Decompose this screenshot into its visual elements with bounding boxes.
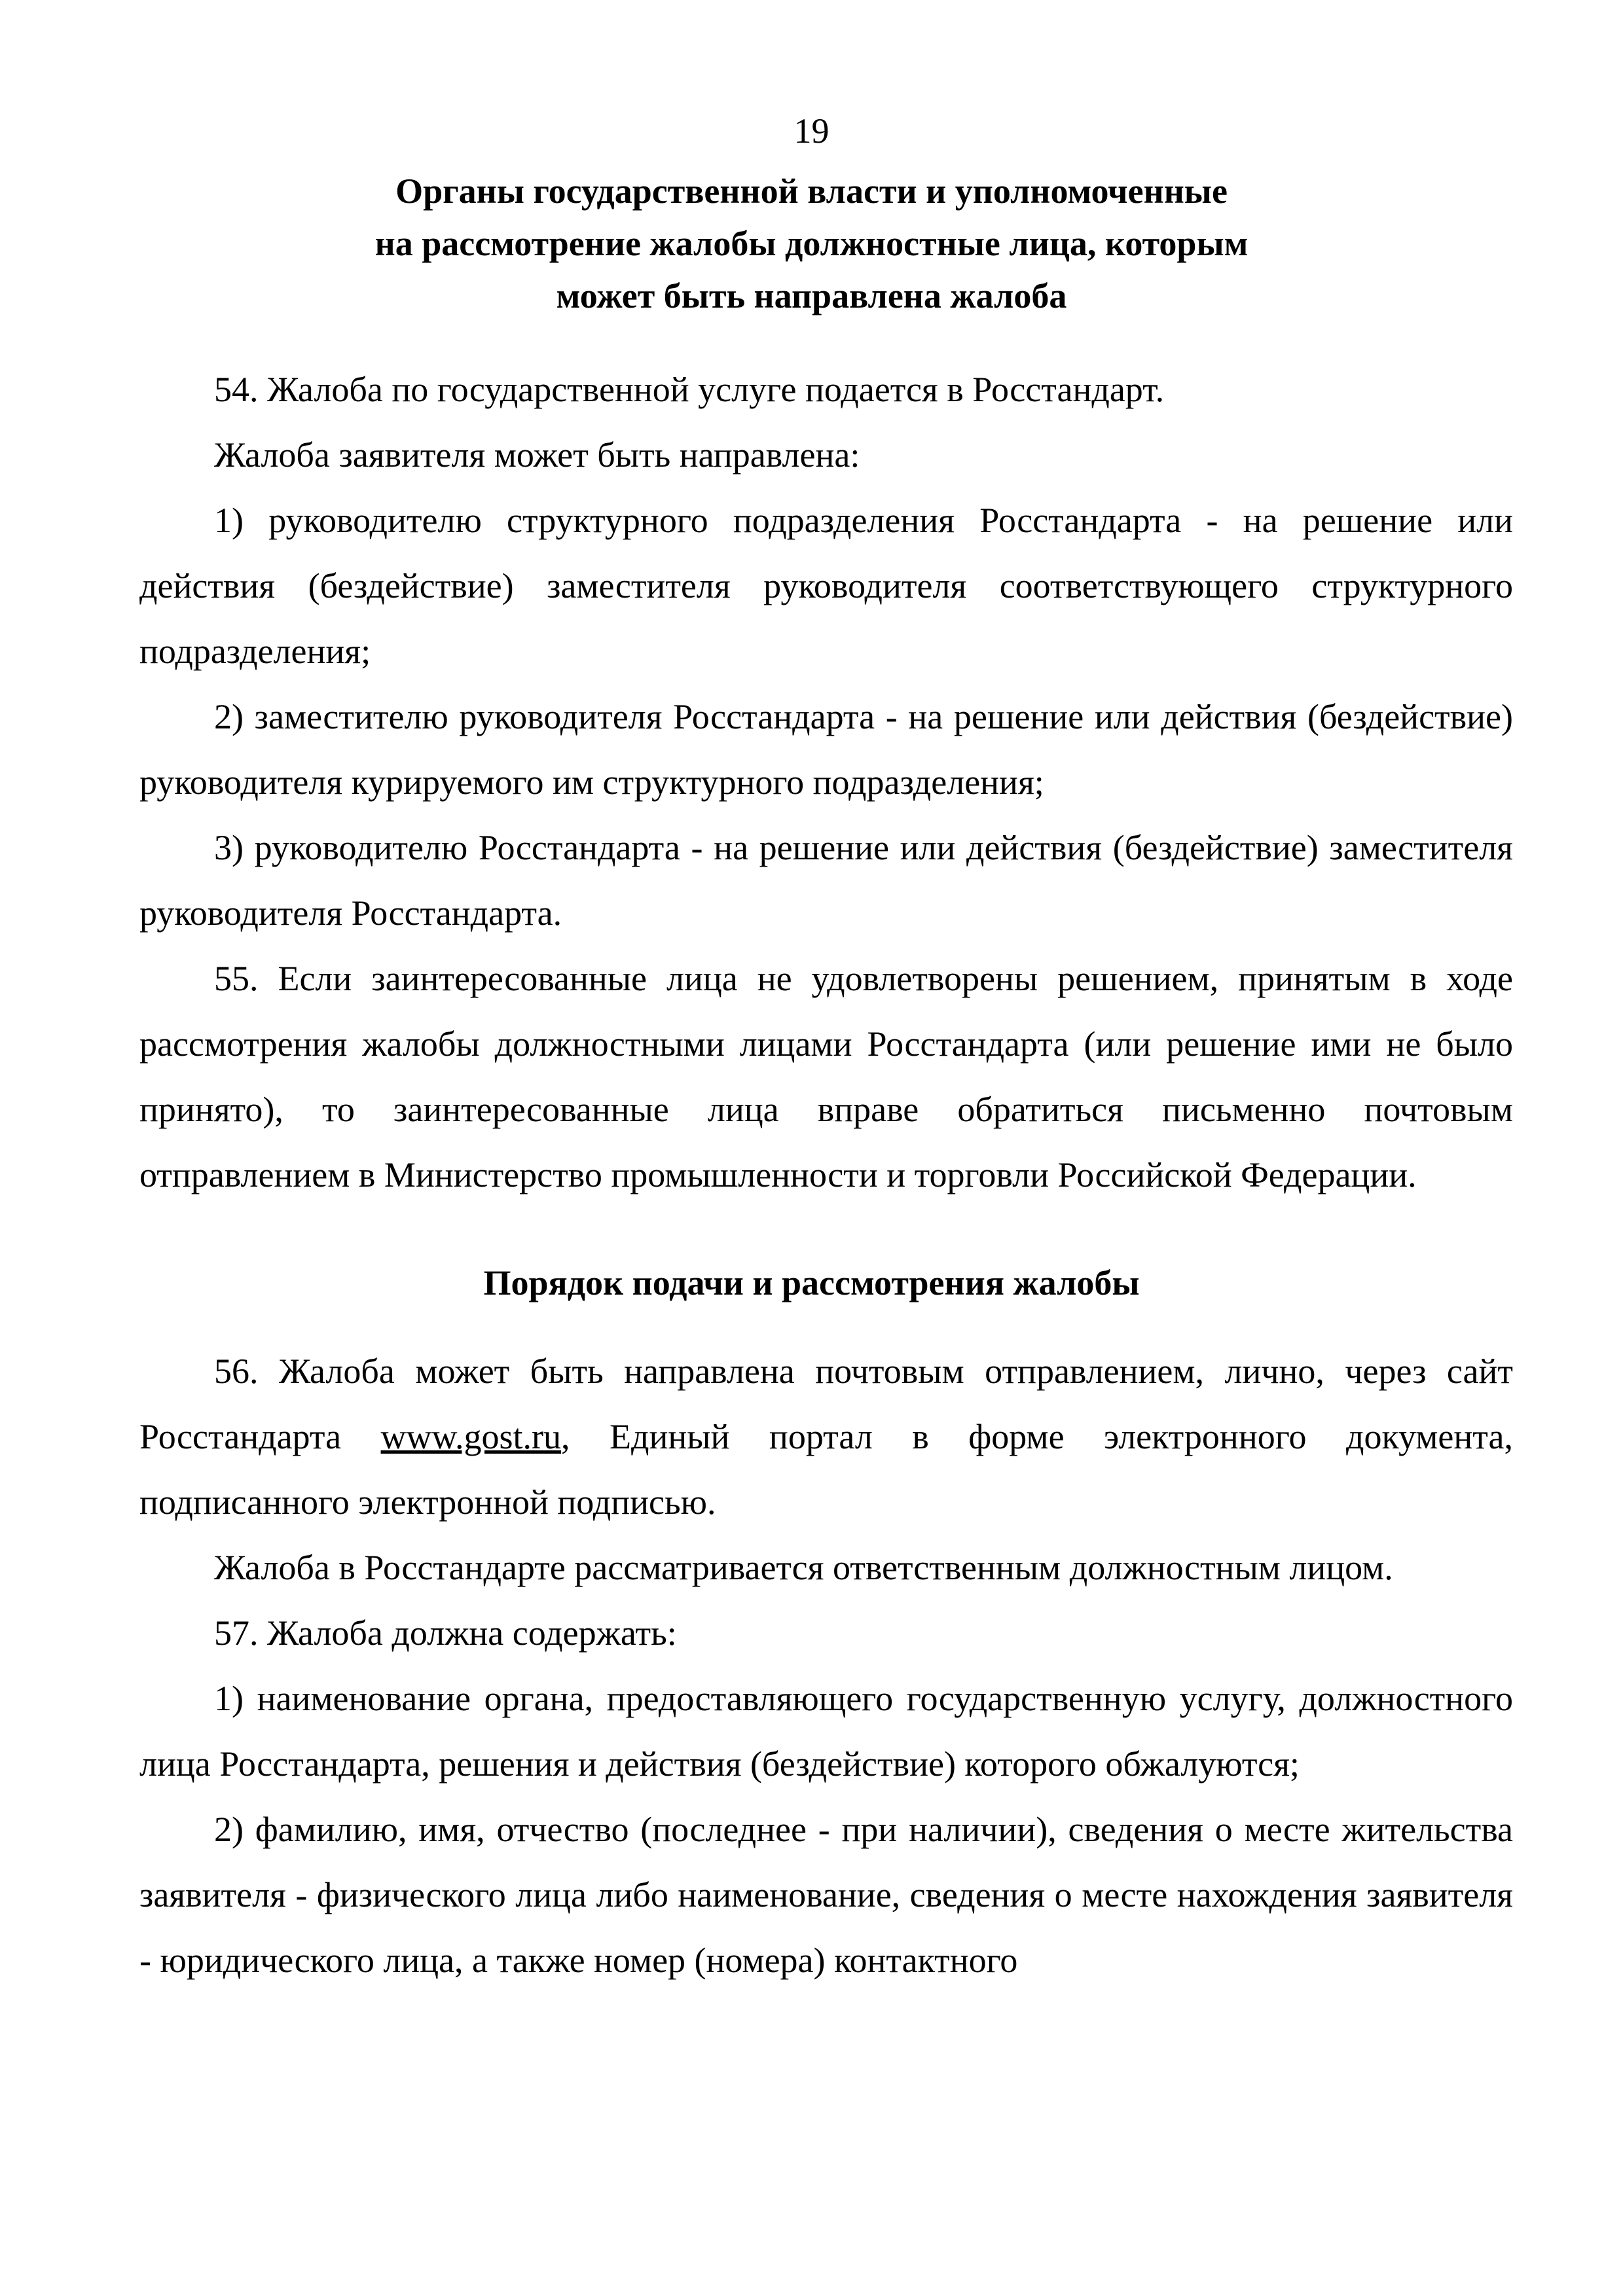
heading-line: может быть направлена жалоба	[556, 276, 1067, 315]
list-item-2: 2) заместителю руководителя Росстандарта - на решение или действия (бездействие) руководителя курируемого им структурного подразделения;	[139, 697, 1513, 802]
list-item-1: 1) наименование органа, предоставляющего государственную услугу, должностного лица Росстандарта, решения и действия (бездействие) которого обжалуются;	[139, 1679, 1513, 1784]
gost-website-link[interactable]: www.gost.ru	[380, 1417, 562, 1456]
section-heading-complaint-authorities	[0, 165, 1623, 322]
paragraph-56-text-end: , Единый портал в форме электронного документа, подписанного электронной подписью.	[139, 1417, 1513, 1522]
list-item-1: 1) руководителю структурного подразделения Росстандарта - на решение или действия (бездействие) заместителя руководителя соответствующего структурного подразделения;	[139, 501, 1513, 671]
section-body-complaint-procedure	[139, 1338, 1513, 1993]
paragraph-56-text-start: 56. Жалоба может быть направлена почтовым отправлением, лично, через сайт Росстандарта	[139, 1352, 1513, 1456]
heading-line: Порядок подачи и рассмотрения жалобы	[483, 1263, 1140, 1302]
list-item-3: 3) руководителю Росстандарта - на решение или действия (бездействие) заместителя руководителя Росстандарта.	[139, 828, 1513, 933]
paragraph-54: 54. Жалоба по государственной услуге подается в Росстандарт.	[214, 370, 1165, 409]
paragraph-55: 55. Если заинтересованные лица не удовлетворены решением, принятым в ходе рассмотрения жалобы должностными лицами Росстандарта (или решение ими не было принято), то заинтересованные лица вправе обратиться письменно почтовым отправлением в Министерство промышленности и торговли Российской Федерации.	[139, 959, 1513, 1194]
paragraph-complaint-directed: Жалоба заявителя может быть направлена:	[214, 435, 860, 475]
page-number: 19	[793, 111, 830, 151]
heading-line: Органы государственной власти и уполномоченные	[395, 171, 1228, 211]
paragraph-56	[139, 1338, 1513, 1535]
heading-line: на рассмотрение жалобы должностные лица, которым	[374, 224, 1249, 263]
paragraph-responsible-official: Жалоба в Росстандарте рассматривается ответственным должностным лицом.	[214, 1548, 1393, 1587]
paragraph-57: 57. Жалоба должна содержать:	[214, 1613, 677, 1653]
section-body-complaint-authorities	[139, 357, 1513, 1208]
list-item-2: 2) фамилию, имя, отчество (последнее - при наличии), сведения о месте жительства заявителя - физического лица либо наименование, сведения о месте нахождения заявителя - юридического лица, а также номер (номера) контактного	[139, 1810, 1513, 1980]
section-heading-complaint-procedure	[0, 1257, 1623, 1309]
